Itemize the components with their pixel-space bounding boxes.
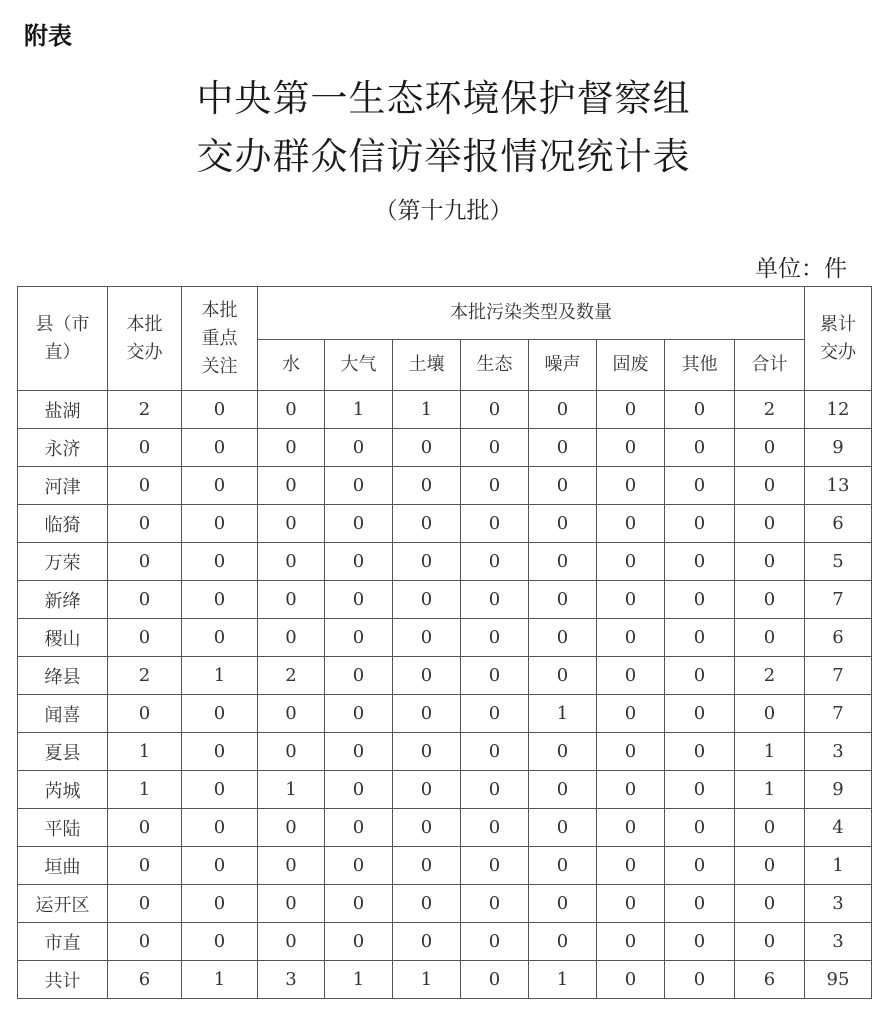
value-cell: 0 [108, 505, 182, 543]
value-cell: 0 [393, 809, 461, 847]
value-cell: 9 [805, 429, 872, 467]
value-cell: 0 [597, 923, 665, 961]
table-row [18, 809, 872, 847]
value-cell: 13 [805, 467, 872, 505]
value-cell: 0 [108, 619, 182, 657]
value-cell: 0 [665, 847, 735, 885]
county-cell: 临猗 [18, 505, 108, 543]
county-cell: 稷山 [18, 619, 108, 657]
value-cell: 0 [665, 391, 735, 429]
value-cell: 1 [258, 771, 325, 809]
value-cell: 0 [735, 505, 805, 543]
value-cell: 0 [665, 543, 735, 581]
county-cell: 平陆 [18, 809, 108, 847]
value-cell: 0 [258, 467, 325, 505]
table-row [18, 619, 872, 657]
value-cell: 0 [182, 809, 258, 847]
value-cell: 1 [393, 961, 461, 999]
value-cell: 0 [665, 467, 735, 505]
value-cell: 0 [325, 619, 393, 657]
county-cell: 闻喜 [18, 695, 108, 733]
value-cell: 1 [735, 733, 805, 771]
value-cell: 0 [735, 543, 805, 581]
value-cell: 0 [461, 695, 529, 733]
value-cell: 0 [182, 429, 258, 467]
county-cell: 垣曲 [18, 847, 108, 885]
value-cell: 12 [805, 391, 872, 429]
value-cell: 0 [529, 771, 597, 809]
value-cell: 0 [461, 847, 529, 885]
value-cell: 0 [325, 505, 393, 543]
value-cell: 0 [735, 809, 805, 847]
value-cell: 0 [182, 467, 258, 505]
value-cell: 0 [258, 619, 325, 657]
value-cell: 0 [597, 391, 665, 429]
value-cell: 1 [805, 847, 872, 885]
value-cell: 0 [597, 847, 665, 885]
value-cell: 0 [393, 847, 461, 885]
value-cell: 0 [108, 847, 182, 885]
value-cell: 95 [805, 961, 872, 999]
value-cell: 1 [108, 733, 182, 771]
value-cell: 2 [258, 657, 325, 695]
value-cell: 0 [665, 733, 735, 771]
header-pollution-group: 本批污染类型及数量 [258, 287, 805, 340]
value-cell: 0 [182, 733, 258, 771]
value-cell: 7 [805, 657, 872, 695]
value-cell: 0 [258, 391, 325, 429]
table-row [18, 847, 872, 885]
header-pollution-type: 合计 [735, 340, 805, 391]
value-cell: 1 [393, 391, 461, 429]
value-cell: 1 [182, 657, 258, 695]
value-cell: 0 [735, 885, 805, 923]
table-row [18, 695, 872, 733]
value-cell: 0 [529, 619, 597, 657]
table-row [18, 657, 872, 695]
value-cell: 0 [258, 581, 325, 619]
value-cell: 3 [805, 923, 872, 961]
value-cell: 0 [108, 923, 182, 961]
value-cell: 0 [461, 923, 529, 961]
value-cell: 0 [325, 695, 393, 733]
value-cell: 2 [108, 657, 182, 695]
value-cell: 0 [393, 771, 461, 809]
value-cell: 0 [529, 657, 597, 695]
value-cell: 1 [108, 771, 182, 809]
value-cell: 0 [461, 961, 529, 999]
header-pollution-type: 固废 [597, 340, 665, 391]
header-batch-assigned: 本批交办 [108, 287, 182, 391]
value-cell: 2 [108, 391, 182, 429]
county-cell: 永济 [18, 429, 108, 467]
value-cell: 6 [735, 961, 805, 999]
value-cell: 0 [597, 543, 665, 581]
value-cell: 3 [258, 961, 325, 999]
value-cell: 0 [325, 847, 393, 885]
value-cell: 6 [805, 619, 872, 657]
county-cell: 新绛 [18, 581, 108, 619]
value-cell: 1 [529, 695, 597, 733]
appendix-label: 附表 [24, 22, 72, 50]
table-row [18, 581, 872, 619]
value-cell: 4 [805, 809, 872, 847]
value-cell: 0 [108, 543, 182, 581]
value-cell: 1 [529, 961, 597, 999]
header-pollution-type: 大气 [325, 340, 393, 391]
county-cell: 绛县 [18, 657, 108, 695]
header-pollution-type: 生态 [461, 340, 529, 391]
header-pollution-type: 水 [258, 340, 325, 391]
value-cell: 0 [325, 467, 393, 505]
value-cell: 0 [393, 733, 461, 771]
value-cell: 0 [258, 733, 325, 771]
value-cell: 0 [325, 885, 393, 923]
header-batch-key-focus: 本批重点关注 [182, 287, 258, 391]
value-cell: 0 [597, 771, 665, 809]
value-cell: 0 [182, 847, 258, 885]
county-cell: 万荣 [18, 543, 108, 581]
value-cell: 0 [182, 581, 258, 619]
value-cell: 0 [597, 581, 665, 619]
value-cell: 0 [529, 505, 597, 543]
value-cell: 0 [735, 695, 805, 733]
value-cell: 0 [325, 543, 393, 581]
value-cell: 0 [529, 429, 597, 467]
value-cell: 0 [665, 771, 735, 809]
value-cell: 0 [461, 543, 529, 581]
value-cell: 0 [665, 961, 735, 999]
value-cell: 0 [393, 543, 461, 581]
value-cell: 0 [735, 923, 805, 961]
value-cell: 0 [258, 695, 325, 733]
value-cell: 0 [108, 581, 182, 619]
value-cell: 1 [325, 391, 393, 429]
county-cell: 共计 [18, 961, 108, 999]
document-title-line-1: 中央第一生态环境保护督察组 [196, 77, 691, 120]
value-cell: 0 [597, 809, 665, 847]
value-cell: 0 [597, 619, 665, 657]
value-cell: 0 [108, 809, 182, 847]
value-cell: 0 [461, 505, 529, 543]
value-cell: 0 [325, 923, 393, 961]
value-cell: 2 [735, 657, 805, 695]
value-cell: 0 [665, 885, 735, 923]
table-row [18, 771, 872, 809]
value-cell: 0 [325, 657, 393, 695]
document-title-line-2: 交办群众信访举报情况统计表 [196, 135, 691, 178]
value-cell: 0 [182, 391, 258, 429]
value-cell: 0 [393, 429, 461, 467]
table-row [18, 885, 872, 923]
value-cell: 0 [325, 429, 393, 467]
value-cell: 7 [805, 695, 872, 733]
value-cell: 0 [393, 657, 461, 695]
value-cell: 0 [182, 885, 258, 923]
table-row [18, 733, 872, 771]
value-cell: 0 [665, 923, 735, 961]
county-cell: 芮城 [18, 771, 108, 809]
value-cell: 3 [805, 733, 872, 771]
value-cell: 0 [665, 619, 735, 657]
value-cell: 0 [461, 429, 529, 467]
value-cell: 0 [597, 467, 665, 505]
value-cell: 0 [529, 885, 597, 923]
value-cell: 0 [182, 505, 258, 543]
value-cell: 0 [258, 847, 325, 885]
value-cell: 0 [665, 809, 735, 847]
value-cell: 0 [735, 467, 805, 505]
value-cell: 0 [461, 619, 529, 657]
value-cell: 0 [258, 505, 325, 543]
value-cell: 0 [182, 695, 258, 733]
value-cell: 1 [325, 961, 393, 999]
county-cell: 运开区 [18, 885, 108, 923]
county-cell: 夏县 [18, 733, 108, 771]
header-pollution-type: 土壤 [393, 340, 461, 391]
value-cell: 0 [108, 695, 182, 733]
value-cell: 0 [461, 657, 529, 695]
value-cell: 0 [325, 581, 393, 619]
value-cell: 0 [665, 429, 735, 467]
value-cell: 0 [108, 885, 182, 923]
table-row [18, 923, 872, 961]
value-cell: 0 [665, 505, 735, 543]
value-cell: 5 [805, 543, 872, 581]
value-cell: 0 [529, 923, 597, 961]
value-cell: 0 [529, 467, 597, 505]
header-pollution-type: 其他 [665, 340, 735, 391]
county-cell: 河津 [18, 467, 108, 505]
value-cell: 0 [182, 771, 258, 809]
unit-label: 单位：件 [755, 256, 847, 282]
table-body [18, 391, 872, 999]
value-cell: 0 [529, 733, 597, 771]
value-cell: 0 [597, 733, 665, 771]
value-cell: 0 [461, 391, 529, 429]
value-cell: 0 [393, 505, 461, 543]
value-cell: 0 [258, 543, 325, 581]
value-cell: 0 [597, 695, 665, 733]
table-row [18, 429, 872, 467]
value-cell: 0 [597, 657, 665, 695]
value-cell: 3 [805, 885, 872, 923]
value-cell: 0 [665, 581, 735, 619]
value-cell: 0 [461, 885, 529, 923]
value-cell: 0 [735, 429, 805, 467]
value-cell: 0 [108, 467, 182, 505]
batch-label: （第十九批） [374, 198, 513, 224]
header-pollution-type: 噪声 [529, 340, 597, 391]
header-cumulative: 累计交办 [805, 287, 872, 391]
value-cell: 0 [393, 695, 461, 733]
value-cell: 0 [597, 885, 665, 923]
value-cell: 7 [805, 581, 872, 619]
value-cell: 0 [529, 391, 597, 429]
table-row [18, 467, 872, 505]
value-cell: 0 [529, 847, 597, 885]
value-cell: 0 [393, 923, 461, 961]
header-county: 县（市直） [18, 287, 108, 391]
value-cell: 0 [461, 771, 529, 809]
value-cell: 0 [393, 467, 461, 505]
table-total-row [18, 961, 872, 999]
value-cell: 0 [393, 581, 461, 619]
value-cell: 0 [461, 733, 529, 771]
value-cell: 0 [182, 923, 258, 961]
value-cell: 0 [182, 543, 258, 581]
value-cell: 0 [735, 581, 805, 619]
value-cell: 0 [597, 961, 665, 999]
value-cell: 0 [325, 809, 393, 847]
value-cell: 0 [258, 809, 325, 847]
value-cell: 0 [258, 429, 325, 467]
value-cell: 0 [735, 619, 805, 657]
value-cell: 0 [735, 847, 805, 885]
value-cell: 0 [597, 505, 665, 543]
value-cell: 1 [182, 961, 258, 999]
value-cell: 0 [665, 695, 735, 733]
value-cell: 0 [597, 429, 665, 467]
value-cell: 0 [461, 581, 529, 619]
value-cell: 0 [529, 543, 597, 581]
value-cell: 0 [258, 923, 325, 961]
county-cell: 盐湖 [18, 391, 108, 429]
value-cell: 0 [461, 809, 529, 847]
value-cell: 0 [393, 885, 461, 923]
table-row [18, 543, 872, 581]
table-row [18, 505, 872, 543]
value-cell: 0 [325, 771, 393, 809]
value-cell: 9 [805, 771, 872, 809]
value-cell: 0 [325, 733, 393, 771]
value-cell: 0 [461, 467, 529, 505]
value-cell: 0 [182, 619, 258, 657]
value-cell: 6 [108, 961, 182, 999]
county-cell: 市直 [18, 923, 108, 961]
value-cell: 0 [393, 619, 461, 657]
value-cell: 1 [735, 771, 805, 809]
value-cell: 0 [108, 429, 182, 467]
value-cell: 6 [805, 505, 872, 543]
value-cell: 0 [665, 657, 735, 695]
value-cell: 0 [529, 809, 597, 847]
value-cell: 0 [258, 885, 325, 923]
value-cell: 2 [735, 391, 805, 429]
value-cell: 0 [529, 581, 597, 619]
table-row [18, 391, 872, 429]
statistics-table [17, 286, 872, 999]
